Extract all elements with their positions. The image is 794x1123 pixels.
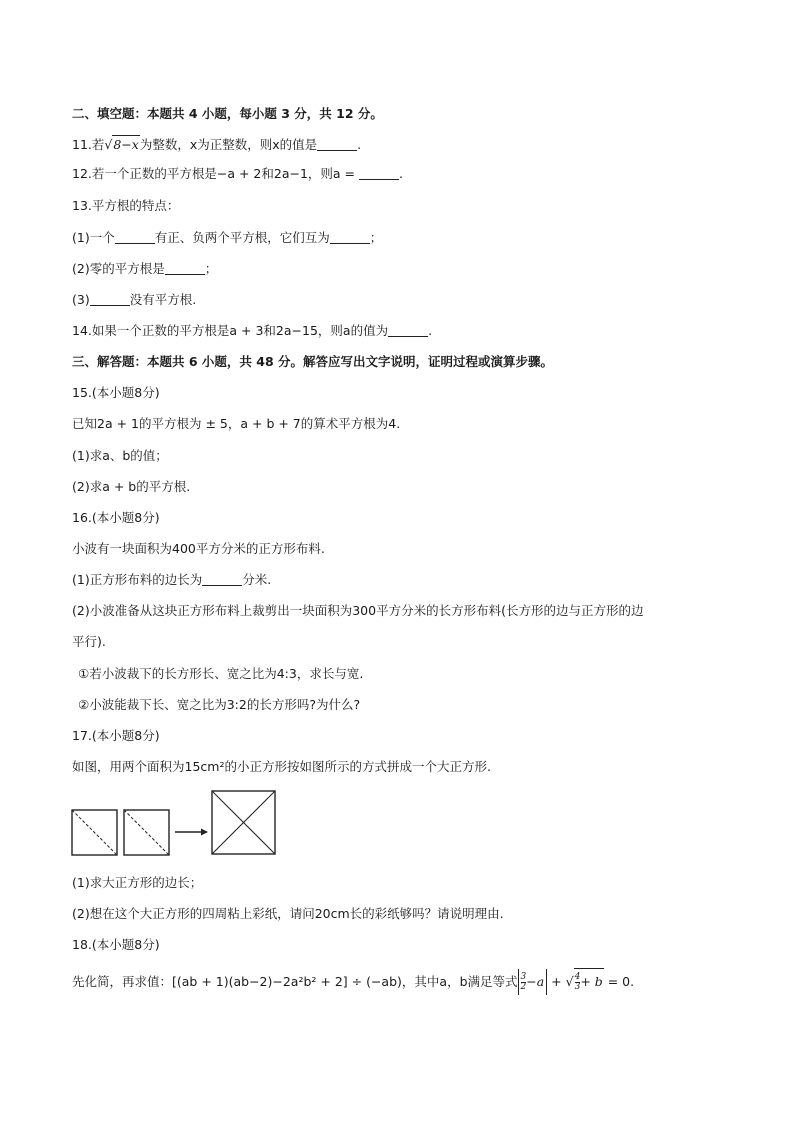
- question-18-text: 先化简，再求值：[(ab + 1)(ab−2)−2a²b² + 2] ÷ (−ab)，其中a，b满足等式 $\frac{3}{2}$ −a + √ $\frac{4}{3}$ + b = 0.: [72, 968, 634, 994]
- answer-blank: [388, 324, 428, 337]
- question-12: 12.若一个正数的平方根是−a + 2和2a−1，则a = .: [72, 166, 403, 181]
- question-13: 13.平方根的特点：: [72, 198, 180, 213]
- question-13-part-1: (1)一个 有正、负两个平方根，它们互为 ；: [72, 230, 383, 245]
- question-16-text: 小波有一块面积为400平方分米的正方形布料.: [72, 541, 325, 556]
- question-17-text: 如图，用两个面积为15cm²的小正方形按如图所示的方式拼成一个大正方形.: [72, 759, 491, 774]
- question-16-part-2: (2)小波准备从这块正方形布料上裁剪出一块面积为300平方分米的长方形布料(长方形的边与正方形的边: [72, 603, 644, 618]
- fraction-4-3: $\frac{4}{3}$: [574, 972, 581, 992]
- answer-blank: [165, 262, 205, 275]
- question-16-case-2: ②小波能裁下长、宽之比为3:2的长方形吗?为什么?: [78, 697, 361, 712]
- question-11: 11.若√8−x为整数，x为正整数，则x的值是 .: [72, 137, 362, 152]
- small-square-1-diagonal: [72, 810, 117, 855]
- question-15-header: 15.(本小题8分): [72, 385, 160, 400]
- question-17-header: 17.(本小题8分): [72, 728, 160, 743]
- radicand: $\frac{4}{3}$ + b: [574, 968, 604, 995]
- question-14: 14.如果一个正数的平方根是a + 3和2a−15，则a的值为 .: [72, 323, 433, 338]
- sqrt-sign: √: [104, 137, 113, 152]
- answer-blank: [330, 231, 370, 244]
- question-13-part-3: (3) 没有平方根.: [72, 292, 197, 307]
- answer-blank: [90, 293, 130, 306]
- arrow-head: [201, 829, 208, 836]
- section-2-heading: 二、填空题：本题共 4 小题，每小题 3 分，共 12 分。: [72, 106, 383, 121]
- question-16-part-2-cont: 平行).: [72, 634, 106, 649]
- section-3-heading: 三、解答题：本题共 6 小题，共 48 分。解答应写出文字说明，证明过程或演算步骤。: [72, 354, 554, 369]
- sqrt-sign: √: [565, 974, 574, 989]
- answer-blank: [115, 231, 155, 244]
- squares-figure: [71, 790, 281, 860]
- question-15-part-2: (2)求a + b的平方根.: [72, 479, 191, 494]
- radicand: 8−x: [113, 137, 139, 152]
- question-15-part-1: (1)求a、b的值；: [72, 448, 168, 463]
- small-square-2-diagonal: [124, 810, 169, 855]
- question-17-part-1: (1)求大正方形的边长；: [72, 875, 203, 890]
- answer-blank: [359, 167, 399, 180]
- question-17-part-2: (2)想在这个大正方形的四周粘上彩纸，请问20cm长的彩纸够吗？请说明理由.: [72, 906, 504, 921]
- answer-blank: [202, 573, 242, 586]
- fraction-3-2: $\frac{3}{2}$: [520, 972, 527, 992]
- question-16-case-1: ①若小波裁下的长方形长、宽之比为4:3，求长与宽.: [78, 666, 364, 681]
- question-13-part-2: (2)零的平方根是 ；: [72, 261, 218, 276]
- question-16-header: 16.(本小题8分): [72, 510, 160, 525]
- question-18-header: 18.(本小题8分): [72, 937, 160, 952]
- question-15-text: 已知2a + 1的平方根为 ± 5，a + b + 7的算术平方根为4.: [72, 416, 401, 431]
- question-16-part-1: (1)正方形布料的边长为 分米.: [72, 572, 272, 587]
- absolute-value: $\frac{3}{2}$ −a: [518, 969, 548, 995]
- answer-blank: [317, 138, 357, 151]
